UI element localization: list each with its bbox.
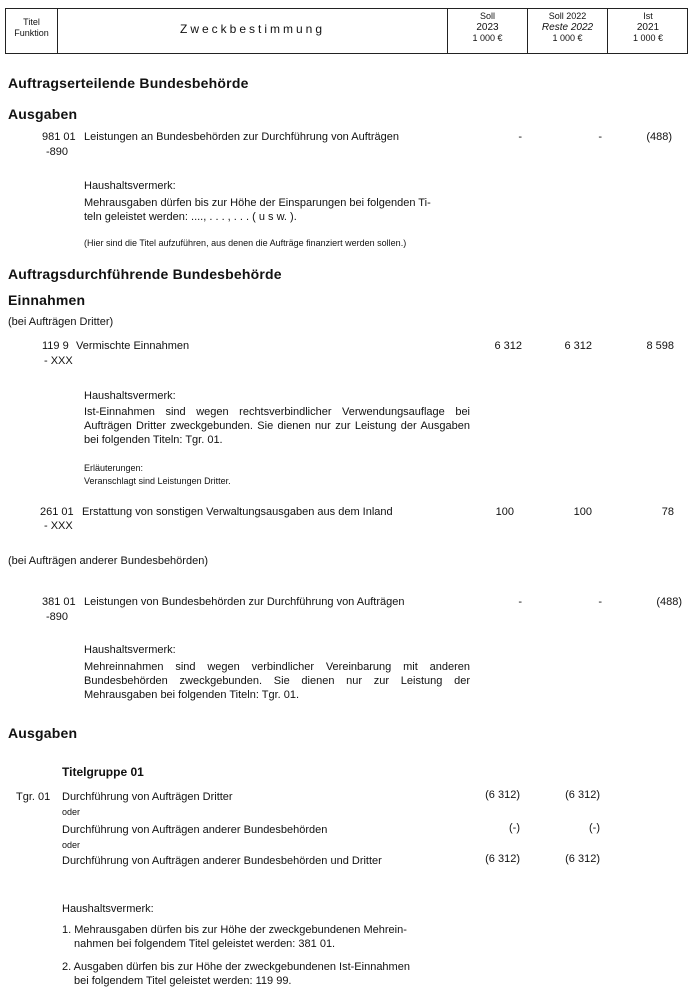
hv-text-1a: Mehrausgaben dürfen bis zur Höhe der Einsparungen bei folgenden Ti- <box>84 197 431 209</box>
item-38101-funktion: -890 <box>46 611 69 623</box>
item-38101-ist2021: (488) <box>656 596 682 608</box>
item-26101-ist2021: 78 <box>661 506 674 518</box>
item-26101-funktion: - XXX <box>44 520 73 532</box>
item-26101-text: Erstattung von sonstigen Verwaltungsausgaben aus dem Inland <box>82 506 393 518</box>
heading-ausgaben-1: Ausgaben <box>8 106 78 122</box>
heading-ausgaben-2: Ausgaben <box>8 725 78 741</box>
item-26101-soll2022: 100 <box>573 506 592 518</box>
sub-bei-auftraegen-bundesbehoerden: (bei Aufträgen anderer Bundesbehörden) <box>8 555 208 567</box>
item-1199-text: Vermischte Einnahmen <box>76 340 190 352</box>
section-title-auftragserteilend: Auftragserteilende Bundesbehörde <box>8 75 249 91</box>
hv4-item1: 1. Mehrausgaben dürfen bis zur Höhe der zweckgebundenen Mehrein- <box>62 924 407 936</box>
erl-label: Erläuterungen: <box>84 463 144 473</box>
item-981-titel: 981 01 <box>42 131 76 143</box>
item-1199-soll2023: 6 312 <box>494 340 522 352</box>
item-26101-soll2023: 100 <box>495 506 514 518</box>
hv-label-4: Haushaltsvermerk: <box>62 903 154 915</box>
tg3-soll2022: (6 312) <box>565 853 600 865</box>
hv4-item2: 2. Ausgaben dürfen bis zur Höhe der zweckgebundenen Ist-Einnahmen <box>62 961 410 973</box>
hv-text-3: Mehreinnahmen sind wegen verbindlicher Vereinbarung mit anderen Bundesbehörden zweckgebunden. Sie dienen nur zur Leistung der Mehrausgaben bei folgenden Titeln: Tgr. 01. <box>84 661 470 701</box>
hv4-item1b: nahmen bei folgendem Titel geleistet werden: 381 01. <box>74 938 336 950</box>
tg1-text: Durchführung von Aufträgen Dritter <box>62 791 233 803</box>
item-981-funktion: -890 <box>46 146 69 158</box>
tg1-soll2023: (6 312) <box>485 789 520 801</box>
titelgruppe-title: Titelgruppe 01 <box>62 765 144 779</box>
item-26101-titel: 261 01 <box>40 506 74 518</box>
tg3-text: Durchführung von Aufträgen anderer Bundesbehörden und Dritter <box>62 855 382 867</box>
hv-label-2: Haushaltsvermerk: <box>84 390 176 402</box>
header-col-soll2022: Soll 2022 Reste 2022 1 000 € <box>528 9 608 53</box>
oder-2: oder <box>62 840 81 850</box>
item-981-text: Leistungen an Bundesbehörden zur Durchführung von Aufträgen <box>84 131 399 143</box>
header-col-titel: Titel Funktion <box>6 9 58 53</box>
tg2-text: Durchführung von Aufträgen anderer Bundesbehörden <box>62 824 328 836</box>
item-1199-titel: 119 9 <box>42 340 69 352</box>
header-col-zweck: Zweckbestimmung <box>58 9 448 53</box>
tg2-soll2023: (-) <box>509 822 520 834</box>
tg2-soll2022: (-) <box>589 822 600 834</box>
tg3-soll2023: (6 312) <box>485 853 520 865</box>
hv4-item2b: bei folgendem Titel geleistet werden: 119 99. <box>74 975 292 987</box>
item-981-soll2022: - <box>598 131 602 143</box>
erl-text: Veranschlagt sind Leistungen Dritter. <box>84 476 231 486</box>
item-38101-text: Leistungen von Bundesbehörden zur Durchführung von Aufträgen <box>84 596 405 608</box>
item-981-ist2021: (488) <box>646 131 672 143</box>
hv-text-1b: teln geleistet werden: ...., . . . , . . . ( u s w. ). <box>84 211 297 223</box>
hv-hint-1: (Hier sind die Titel aufzuführen, aus denen die Aufträge finanziert werden sollen.) <box>84 238 407 248</box>
item-38101-soll2023: - <box>518 596 522 608</box>
item-38101-titel: 381 01 <box>42 596 76 608</box>
header-col-soll2023: Soll 2023 1 000 € <box>448 9 528 53</box>
hv-label-3: Haushaltsvermerk: <box>84 644 176 656</box>
tg1-soll2022: (6 312) <box>565 789 600 801</box>
heading-einnahmen: Einnahmen <box>8 292 86 308</box>
item-1199-funktion: - XXX <box>44 355 73 367</box>
hv-label-1: Haushaltsvermerk: <box>84 180 176 192</box>
hv-text-2: Ist-Einnahmen sind wegen rechtsverbindlicher Verwendungsauflage bei Aufträgen Dritter zweckgebunden. Sie dienen nur zur Leistung der Ausgaben bei folgenden Titeln: Tgr. 01. <box>84 406 470 446</box>
item-1199-soll2022: 6 312 <box>564 340 592 352</box>
header-table <box>5 8 688 54</box>
item-981-soll2023: - <box>518 131 522 143</box>
item-38101-soll2022: - <box>598 596 602 608</box>
item-1199-ist2021: 8 598 <box>646 340 674 352</box>
sub-bei-auftraegen-dritter: (bei Aufträgen Dritter) <box>8 316 114 328</box>
tgr-prefix: Tgr. 01 <box>16 791 51 803</box>
section-title-auftragsdurchfuehrend: Auftragsdurchführende Bundesbehörde <box>8 266 282 282</box>
oder-1: oder <box>62 807 81 817</box>
header-col-ist2021: Ist 2021 1 000 € <box>632 11 664 43</box>
